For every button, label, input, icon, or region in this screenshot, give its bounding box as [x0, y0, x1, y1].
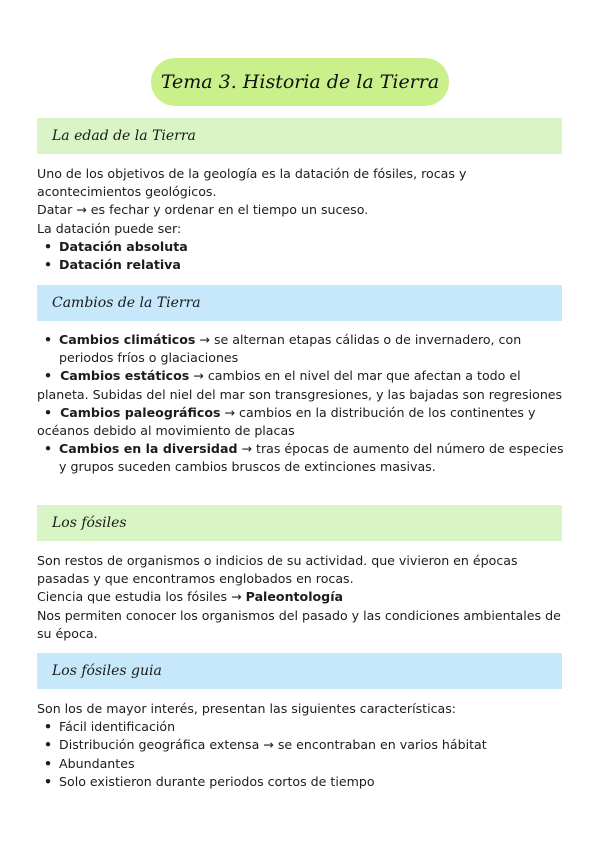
list-item: • Solo existieron durante periodos cortos de tiempo: [37, 773, 567, 791]
list-item: • Cambios climáticos → se alternan etapas cálidas o de invernadero, con periodos fríos o glaciaciones: [37, 331, 567, 367]
section-heading-edad: La edad de la Tierra: [37, 118, 562, 154]
section-heading-cambios: Cambios de la Tierra: [37, 285, 562, 321]
section-body-edad: [37, 165, 567, 274]
section-body-fosiles-guia: [37, 700, 567, 791]
list-item: • Datación absoluta: [37, 238, 567, 256]
list-item: • Distribución geográfica extensa → se encontraban en varios hábitat: [37, 736, 567, 754]
list-item: • Cambios paleográficos → cambios en la distribución de los continentes y océanos debido al movimiento de placas: [37, 404, 567, 440]
list-item: • Datación relativa: [37, 256, 567, 274]
list-item: • Abundantes: [37, 755, 567, 773]
bullet-list: [37, 718, 567, 791]
paragraph: Uno de los objetivos de la geología es la datación de fósiles, rocas y acontecimientos geológicos.: [37, 166, 467, 200]
section-heading-fosiles: Los fósiles: [37, 505, 562, 541]
section-heading-fosiles-guia: Los fósiles guia: [37, 653, 562, 689]
paragraph: Ciencia que estudia los fósiles → Paleontología: [37, 589, 344, 605]
section-body-fosiles: [37, 552, 567, 643]
bullet-list: [37, 331, 567, 477]
paragraph: Son los de mayor interés, presentan las siguientes características:: [37, 701, 457, 716]
section-body-cambios: [37, 331, 567, 477]
bullet-list: [37, 238, 567, 274]
list-item: • Cambios estáticos → cambios en el nivel del mar que afectan a todo el planeta. Subidas del niel del mar son transgresiones, y las bajadas son regresiones: [37, 367, 567, 403]
paragraph: Datar → es fechar y ordenar en el tiempo un suceso.: [37, 202, 369, 218]
list-item: • Fácil identificación: [37, 718, 567, 736]
paragraph: Son restos de organismos o indicios de su actividad. que vivieron en épocas pasadas y que encontramos englobados en rocas.: [37, 553, 518, 587]
paragraph: Nos permiten conocer los organismos del pasado y las condiciones ambientales de su época.: [37, 607, 561, 641]
list-item: • Cambios en la diversidad → tras épocas de aumento del número de especies y grupos suceden cambios bruscos de extinciones masivas.: [37, 440, 567, 476]
paragraph: La datación puede ser:: [37, 220, 182, 236]
page-title: Tema 3. Historia de la Tierra: [151, 58, 449, 106]
